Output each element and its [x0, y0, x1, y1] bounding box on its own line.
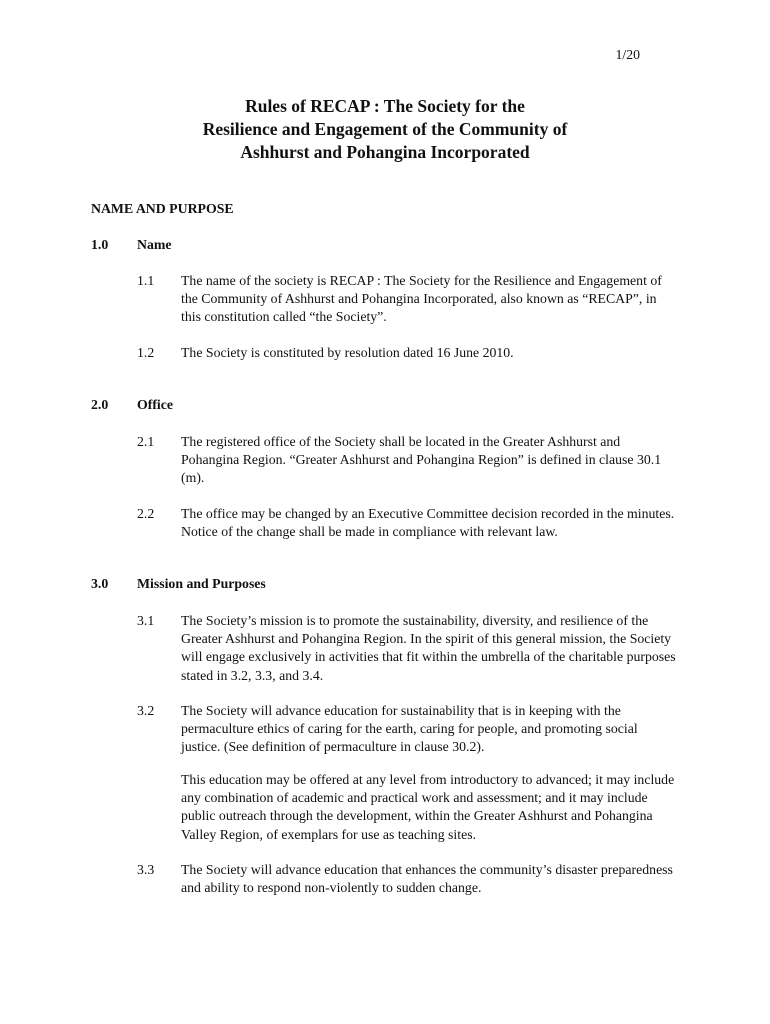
section-heading-name: [91, 237, 171, 253]
clause-number: 2.2: [137, 506, 155, 521]
section-number: 2.0: [91, 397, 109, 412]
section-title: Name: [137, 237, 172, 252]
section-title: Office: [137, 397, 174, 412]
section-heading-office: [91, 397, 173, 413]
clause-number: 3.2: [137, 703, 155, 718]
clause-number: 3.1: [137, 613, 155, 628]
clause-number: 2.1: [137, 434, 155, 449]
clause-2-2: [137, 505, 677, 541]
clause-text: The registered office of the Society shall be located in the Greater Ashhurst and Pohangina Region. “Greater Ashhurst and Pohangina Region” is defined in clause 30.1 (m).: [181, 434, 662, 486]
page-number: 1/20: [615, 47, 640, 62]
title-line-3: Ashhurst and Pohangina Incorporated: [240, 142, 530, 162]
clause-3-3: [137, 861, 677, 897]
clause-text: The name of the society is RECAP : The Society for the Resilience and Engagement of the Community of Ashhurst and Pohangina Incorporated, also known as “RECAP”, in this constitution called “the Society”.: [181, 273, 662, 325]
clause-3-2-continuation: This education may be offered at any level from introductory to advanced; it may include any combination of academic and practical work and assessment; and it may include public outreach through the development, within the Greater Ashhurst and Pohangina Valley Region, of exemplars for use as teaching sites.: [181, 772, 675, 842]
clause-number: 1.2: [137, 345, 155, 360]
clause-text: The Society will advance education that enhances the community’s disaster preparedness and ability to respond non-violently to sudden change.: [181, 862, 673, 896]
section-number: 3.0: [91, 576, 109, 591]
clause-3-2: [137, 702, 677, 757]
title-line-2: Resilience and Engagement of the Community of: [202, 119, 568, 139]
section-title: Mission and Purposes: [137, 576, 266, 591]
document-title: [0, 95, 770, 164]
clause-text: The Society will advance education for sustainability that is in keeping with the permaculture ethics of caring for the earth, caring for people, and promoting social justice. (See definition of permaculture in clause 30.2).: [181, 703, 638, 755]
clause-text: The Society is constituted by resolution dated 16 June 2010.: [181, 345, 514, 360]
clause-3-1: [137, 612, 677, 685]
clause-number: 3.3: [137, 862, 155, 877]
clause-2-1: [137, 433, 677, 488]
part-heading: NAME AND PURPOSE: [91, 201, 234, 216]
clause-1-1: [137, 272, 677, 327]
clause-text: The Society’s mission is to promote the sustainability, diversity, and resilience of the Greater Ashhurst and Pohangina Region. In the spirit of this general mission, the Society will engage exclusively in activities that fit within the umbrella of the charitable purposes stated in 3.2, 3.3, and 3.4.: [181, 613, 676, 683]
clause-text: The office may be changed by an Executive Committee decision recorded in the minutes. Notice of the change shall be made in compliance with relevant law.: [181, 506, 675, 540]
clause-1-2: [137, 344, 677, 362]
section-heading-mission: [91, 576, 266, 592]
title-line-1: Rules of RECAP : The Society for the: [245, 96, 525, 116]
clause-number: 1.1: [137, 273, 155, 288]
section-number: 1.0: [91, 237, 109, 252]
